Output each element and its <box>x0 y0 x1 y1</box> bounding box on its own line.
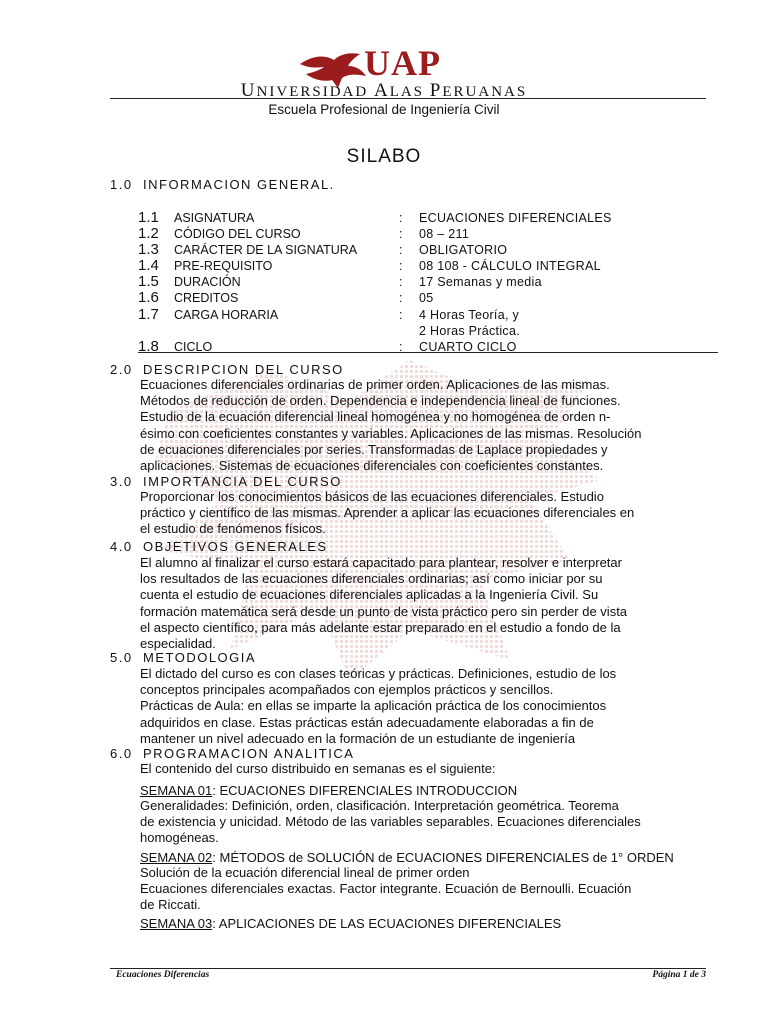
paragraph-line: Solución de la ecuación diferencial lineal de primer orden <box>140 865 470 880</box>
paragraph-line: el estudio de fenómenos físicos. <box>140 521 326 537</box>
document-title: SILABO <box>346 146 422 167</box>
paragraph-line: adquiridos en clase. Estas prácticas están adecuadamente elaboradas a fin de <box>140 714 594 730</box>
paragraph-line: formación matemática será desde un punto de vista práctico pero sin perder de vista <box>140 603 628 619</box>
info-label: CREDITOS <box>174 291 239 305</box>
paragraph-line: conceptos principales acompañados con ejemplos prácticos y sencillos. <box>140 682 554 698</box>
semana-01-heading <box>140 783 710 798</box>
programacion-intro-text: El contenido del curso distribuido en semanas es el siguiente: <box>140 761 496 776</box>
info-row <box>138 243 718 259</box>
semana-title: : ECUACIONES DIFERENCIALES INTRODUCCION <box>212 783 518 798</box>
footer-divider <box>110 968 706 969</box>
info-row <box>138 227 718 243</box>
info-row <box>138 340 718 356</box>
info-label: DURACIÓN <box>174 275 241 289</box>
info-value: 08 108 - CÁLCULO INTEGRAL <box>419 259 601 273</box>
info-value: 05 <box>419 291 434 305</box>
paragraph-line: El dictado del curso es con clases teóricas y prácticas. Definiciones, estudio de los <box>140 666 617 681</box>
header-divider <box>110 98 706 99</box>
info-colon: : <box>399 211 403 225</box>
info-value: 17 Semanas y media <box>419 275 542 289</box>
section-heading-objetivos <box>110 539 328 554</box>
info-number: 1.2 <box>138 225 159 242</box>
info-value: CUARTO CICLO <box>419 340 517 354</box>
info-number: 1.5 <box>138 273 159 290</box>
info-colon: : <box>399 227 403 241</box>
info-number: 1.8 <box>138 338 159 355</box>
paragraph-line: práctico y científico de las mismas. Aprender a aplicar las ecuaciones diferenciales en <box>140 505 635 521</box>
paragraph-line: Ecuaciones diferenciales exactas. Factor integrante. Ecuación de Bernoulli. Ecuación <box>140 881 632 897</box>
section-title: OBJETIVOS GENERALES <box>143 539 328 554</box>
info-colon: : <box>399 340 403 354</box>
footer-page-number: Página 1 de 3 <box>652 970 706 980</box>
semana-title: : MÉTODOS de SOLUCIÓN de ECUACIONES DIFERENCIALES de 1° ORDEN <box>212 850 674 865</box>
info-label: CICLO <box>174 340 213 354</box>
footer-course-name: Ecuaciones Diferencias <box>116 970 210 980</box>
paragraph-line: Estudio de la ecuación diferencial lineal homogénea y no homogénea de orden n- <box>140 409 611 425</box>
school-name: Escuela Profesional de Ingeniería Civil <box>268 102 500 117</box>
section-number: 1.0 <box>110 177 133 192</box>
semana-03-heading <box>140 916 710 931</box>
paragraph-line: Prácticas de Aula: en ellas se imparte la aplicación práctica de los conocimientos <box>140 698 607 714</box>
info-row <box>138 275 718 291</box>
objetivos-paragraph <box>140 555 705 652</box>
paragraph-line: especialidad. <box>140 636 216 652</box>
section-number: 2.0 <box>110 362 133 377</box>
paragraph-line: El alumno al finalizar el curso estará capacitado para plantear, resolver e interpretar <box>140 555 622 570</box>
section-heading-programacion <box>110 746 354 761</box>
programacion-intro <box>140 761 705 777</box>
paragraph-line: aplicaciones. Sistemas de ecuaciones diferenciales con coeficientes constantes. <box>140 458 604 474</box>
section-title: PROGRAMACION ANALITICA <box>143 746 355 761</box>
info-colon: : <box>399 259 403 273</box>
info-label: CARÁCTER DE LA SIGNATURA <box>174 243 358 257</box>
descripcion-paragraph <box>140 377 705 474</box>
logo-text: UAP <box>364 43 441 83</box>
section-title: METODOLOGIA <box>143 650 257 665</box>
info-number: 1.7 <box>138 306 159 323</box>
paragraph-line: de existencia y unicidad. Método de las variables separables. Ecuaciones diferenciales <box>140 814 641 830</box>
semana-title: : APLICACIONES DE LAS ECUACIONES DIFERENCIALES <box>212 916 562 931</box>
paragraph-line: de Riccati. <box>140 897 201 913</box>
paragraph-line: homogéneas. <box>140 830 219 846</box>
info-colon: : <box>399 243 403 257</box>
paragraph-line: de ecuaciones diferenciales por series. Transformadas de Laplace propiedades y <box>140 441 608 457</box>
info-row <box>138 211 718 227</box>
importancia-paragraph <box>140 489 705 538</box>
university-name-text: UNIVERSIDAD ALAS PERUANAS <box>240 80 528 101</box>
section-heading-descripcion <box>110 362 344 377</box>
paragraph-line: cuenta el estudio de ecuaciones diferenciales aplicadas a la Ingeniería Civil. Su <box>140 587 599 603</box>
info-colon: : <box>399 275 403 289</box>
paragraph-line: Proporcionar los conocimientos básicos de las ecuaciones diferenciales. Estudio <box>140 489 604 504</box>
info-row <box>138 259 718 275</box>
semana-label: SEMANA 02 <box>140 850 213 865</box>
section-heading-metodologia <box>110 650 256 665</box>
paragraph-line: Ecuaciones diferenciales ordinarias de primer orden. Aplicaciones de las mismas. <box>140 377 610 392</box>
info-label: PRE-REQUISITO <box>174 259 273 273</box>
section-number: 5.0 <box>110 650 133 665</box>
info-number: 1.4 <box>138 257 159 274</box>
section-heading-importancia <box>110 474 342 489</box>
section-number: 6.0 <box>110 746 133 761</box>
semana-02-content <box>140 865 705 914</box>
info-number: 1.6 <box>138 289 159 306</box>
section-title: DESCRIPCION DEL CURSO <box>143 362 344 377</box>
info-number: 1.1 <box>138 209 159 226</box>
paragraph-line: mantener un nivel adecuado en la formación de un estudiante de ingeniería <box>140 730 576 746</box>
paragraph-line: Generalidades: Definición, orden, clasificación. Interpretación geométrica. Teorema <box>140 798 619 813</box>
info-colon: : <box>399 308 403 322</box>
paragraph-line: los resultados de las ecuaciones diferenciales ordinarias; así como iniciar por su <box>140 571 603 587</box>
paragraph-line: ésimo con coeficientes constantes y variables. Aplicaciones de las mismas. Resolución <box>140 425 642 441</box>
paragraph-line: el aspecto científico, para más adelante estar preparado en el estudio a fondo de la <box>140 619 621 635</box>
info-value: 2 Horas Práctica. <box>419 324 520 338</box>
section-title: INFORMACION GENERAL. <box>143 177 335 192</box>
section-title: IMPORTANCIA DEL CURSO <box>143 474 342 489</box>
section-number: 4.0 <box>110 539 133 554</box>
info-row <box>138 291 718 307</box>
section-heading-general <box>110 177 335 192</box>
info-row <box>138 308 718 324</box>
info-label: CÓDIGO DEL CURSO <box>174 227 301 241</box>
semana-02-heading <box>140 850 710 865</box>
semana-label: SEMANA 03 <box>140 916 213 931</box>
paragraph-line: Métodos de reducción de orden. Dependencia e independencia lineal de funciones. <box>140 393 621 409</box>
info-label: CARGA HORARIA <box>174 308 279 322</box>
info-value: 08 – 211 <box>419 227 470 241</box>
info-row <box>138 324 718 340</box>
info-value: OBLIGATORIO <box>419 243 508 257</box>
info-divider <box>138 352 718 353</box>
info-number: 1.3 <box>138 241 159 258</box>
info-value: 4 Horas Teoría, y <box>419 308 520 322</box>
info-value: ECUACIONES DIFERENCIALES <box>419 211 612 225</box>
metodologia-paragraph <box>140 666 705 747</box>
info-label: ASIGNATURA <box>174 211 255 225</box>
section-number: 3.0 <box>110 474 133 489</box>
info-colon: : <box>399 291 403 305</box>
semana-label: SEMANA 01 <box>140 783 213 798</box>
semana-01-content <box>140 798 705 847</box>
